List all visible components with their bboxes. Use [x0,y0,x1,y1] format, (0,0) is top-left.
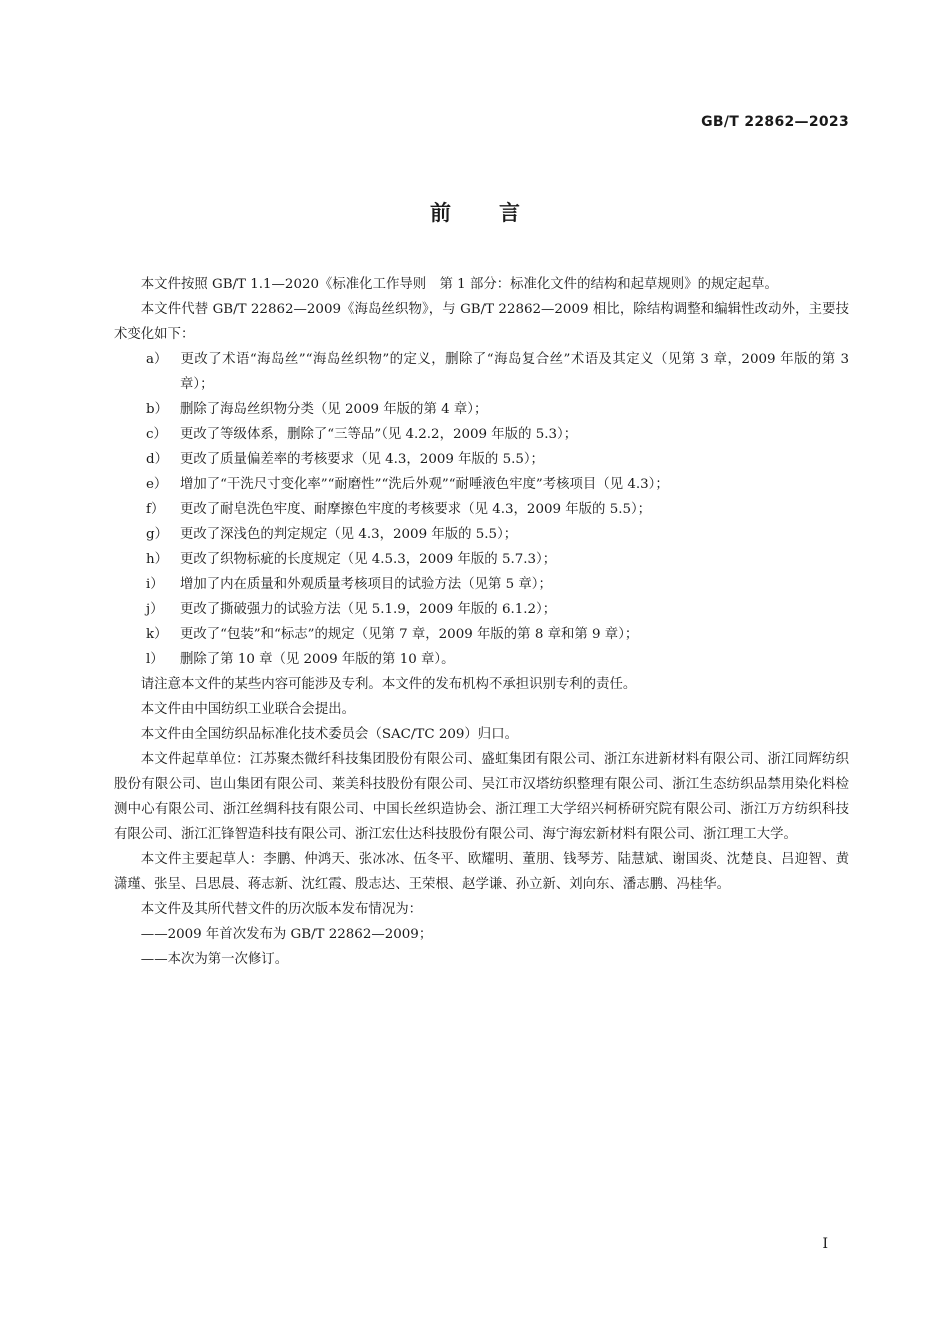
paragraph-drafting-units: 本文件起草单位：江苏聚杰微纤科技集团股份有限公司、盛虹集团有限公司、浙江东进新材料有限公司、浙江同辉纺织股份有限公司、岜山集团有限公司、莱美科技股份有限公司、吴江市汉塔纺织整理有限公司、浙江生态纺织品禁用染化料检测中心有限公司、浙江丝绸科技有限公司、中国长丝织造协会、浙江理工大学绍兴柯桥研究院有限公司、浙江万方纺织科技有限公司、浙江汇锋智造科技有限公司、浙江宏仕达科技股份有限公司、海宁海宏新材料有限公司、浙江理工大学。 [114,752,849,842]
list-item [114,547,849,572]
list-marker: b） [146,402,168,417]
list-item [114,447,849,472]
list-item [114,497,849,522]
paragraph-replacement: 本文件代替 GB/T 22862—2009《海岛丝织物》，与 GB/T 22862—2009 相比，除结构调整和编辑性改动外，主要技术变化如下： [114,302,849,342]
paragraph-proposer: 本文件由中国纺织工业联合会提出。 [140,702,356,717]
history-item: ——2009 年首次发布为 GB/T 22862—2009； [140,927,433,942]
list-item-text: 更改了撕破强力的试验方法（见 5.1.9，2009 年版的 6.1.2）； [180,602,557,617]
paragraph-history-intro: 本文件及其所代替文件的历次版本发布情况为： [140,902,422,917]
list-item [114,397,849,422]
page-number: I [822,1236,828,1252]
list-marker: h） [146,552,169,567]
list-item-text: 更改了质量偏差率的考核要求（见 4.3，2009 年版的 5.5）； [180,452,544,467]
list-marker: g） [146,527,168,542]
paragraph-committee: 本文件由全国纺织品标准化技术委员会（SAC/TC 209）归口。 [140,727,518,742]
list-item [114,572,849,597]
list-item [114,647,849,672]
list-item-text: 增加了“干洗尺寸变化率”“耐磨性”“洗后外观”“耐唾液色牢度”考核项目（见 4.3）； [180,477,669,492]
list-marker: a） [146,352,168,367]
list-item-text: 更改了等级体系，删除了“三等品”（见 4.2.2，2009 年版的 5.3）； [180,427,578,442]
list-marker: d） [146,452,168,467]
list-marker: f） [146,502,165,517]
list-marker: l） [146,652,164,667]
list-marker: c） [146,427,167,442]
list-item-text: 更改了深浅色的判定规定（见 4.3，2009 年版的 5.5）； [180,527,518,542]
list-item [114,622,849,647]
change-list [114,347,849,672]
list-item-text: 更改了耐皂洗色牢度、耐摩擦色牢度的考核要求（见 4.3，2009 年版的 5.5）； [180,502,652,517]
paragraph-patent-notice: 请注意本文件的某些内容可能涉及专利。本文件的发布机构不承担识别专利的责任。 [140,677,637,692]
list-marker: i） [146,577,164,592]
paragraph-drafting-rules: 本文件按照 GB/T 1.1—2020《标准化工作导则 第 1 部分：标准化文件的结构和起草规则》的规定起草。 [140,277,778,292]
list-item [114,472,849,497]
list-item [114,422,849,447]
paragraph-drafters: 本文件主要起草人：李鹏、仲鸿天、张冰冰、伍冬平、欧耀明、董朋、钱琴芳、陆慧斌、谢国炎、沈楚良、吕迎智、黄潇瑾、张呈、吕思晨、蒋志新、沈红霞、殷志达、王荣根、赵学谦、孙立新、刘向东、潘志鹏、冯桂华。 [114,852,849,892]
foreword-body [114,272,849,972]
list-item [114,597,849,622]
list-marker: e） [146,477,168,492]
list-item-text: 更改了术语“海岛丝”“海岛丝织物”的定义，删除了“海岛复合丝”术语及其定义（见第 3 章，2009 年版的第 3 章）； [180,352,849,392]
list-item [114,522,849,547]
list-item-text: 删除了海岛丝织物分类（见 2009 年版的第 4 章）； [180,402,488,417]
history-item: ——本次为第一次修订。 [140,952,289,967]
list-item [114,347,849,397]
page-title: 前言 [430,201,568,225]
standard-number: GB/T 22862—2023 [701,114,849,130]
list-item-text: 更改了“包装”和“标志”的规定（见第 7 章，2009 年版的第 8 章和第 9 章）； [180,627,639,642]
list-item-text: 删除了第 10 章（见 2009 年版的第 10 章）。 [180,652,455,667]
list-marker: k） [146,627,168,642]
list-marker: j） [146,602,164,617]
list-item-text: 更改了织物标疵的长度规定（见 4.5.3，2009 年版的 5.7.3）； [180,552,557,567]
list-item-text: 增加了内在质量和外观质量考核项目的试验方法（见第 5 章）； [180,577,552,592]
